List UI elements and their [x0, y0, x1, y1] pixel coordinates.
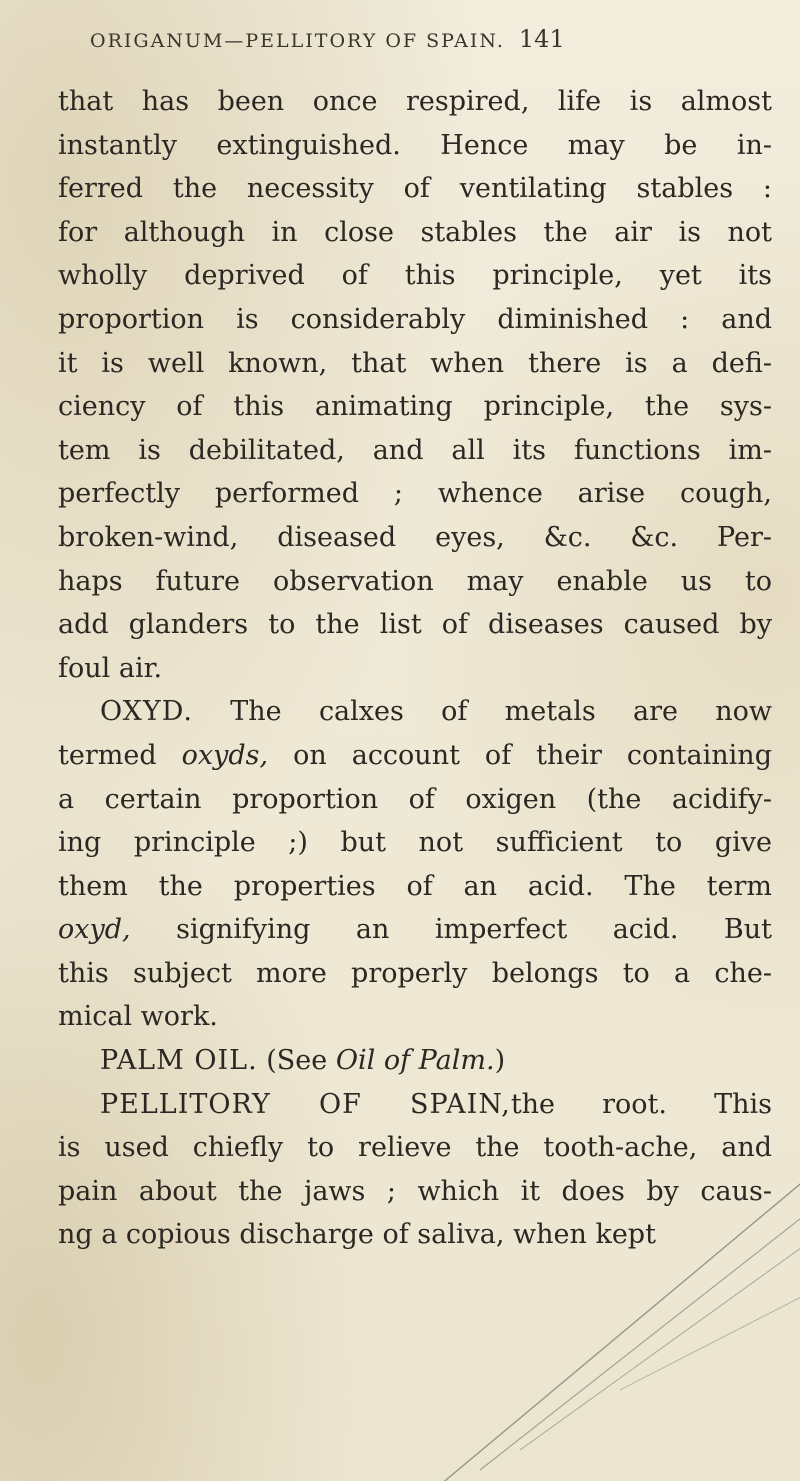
text-span: ) — [494, 1045, 506, 1077]
italic-term: oxyds, — [181, 739, 269, 771]
text-line: pain about the jaws ; which it does by caus- — [58, 1175, 772, 1207]
pencil-stroke — [440, 1180, 800, 1481]
text-line: a certain proportion of oxigen (the acidify- — [58, 783, 772, 815]
text-span: signifying an imperfect acid. But — [176, 914, 772, 946]
text-line: ciency of this animating principle, the sys- — [58, 391, 772, 423]
text-line: perfectly performed ; whence arise cough, — [58, 478, 772, 510]
entry-heading-pellitory: PELLITORY OF SPAIN, — [100, 1088, 511, 1120]
text-line: tem is debilitated, and all its functions im- — [58, 434, 772, 466]
entry-pellitory — [58, 1083, 772, 1127]
entry-oxyd — [58, 690, 772, 734]
text-span: the root. This — [510, 1088, 773, 1120]
pencil-mark — [420, 1150, 800, 1481]
page-number: 141 — [518, 25, 565, 53]
text-line: broken-wind, diseased eyes, &c. &c. Per- — [58, 521, 772, 553]
cross-reference: Oil of Palm. — [335, 1045, 495, 1077]
text-line: that has been once respired, life is almost — [58, 86, 772, 117]
pencil-stroke — [480, 1215, 800, 1470]
text-line: add glanders to the list of diseases caused by — [58, 609, 772, 641]
text-line: proportion is considerably diminished : and — [58, 303, 772, 335]
body-text — [58, 80, 772, 1257]
pencil-stroke — [620, 1295, 800, 1390]
running-header — [90, 25, 770, 53]
text-line: instantly extinguished. Hence may be in- — [58, 129, 772, 161]
text-line — [58, 734, 772, 778]
text-span: termed — [58, 739, 157, 771]
entry-heading-palm-oil: PALM OIL. — [100, 1045, 258, 1077]
text-line: foul air. — [58, 652, 163, 684]
entry-palm-oil — [58, 1039, 772, 1083]
text-line: for although in close stables the air is not — [58, 216, 772, 248]
entry-text: The calxes of metals are now — [230, 696, 772, 728]
pencil-stroke — [520, 1245, 800, 1450]
running-title: ORIGANUM—PELLITORY OF SPAIN. — [90, 30, 505, 52]
text-line: it is well known, that when there is a defi- — [58, 347, 772, 379]
italic-term: oxyd, — [58, 914, 131, 946]
text-line: is used chiefly to relieve the tooth-ache, and — [58, 1132, 772, 1164]
text-line: ing principle ;) but not sufficient to give — [58, 827, 772, 859]
pencil-stroke — [570, 1270, 800, 1420]
text-span: on account of their containing — [293, 739, 772, 771]
text-line: them the properties of an acid. The term — [58, 870, 772, 902]
text-line: ng a copious discharge of saliva, when kept — [58, 1219, 656, 1251]
text-line — [58, 908, 772, 952]
text-line: wholly deprived of this principle, yet its — [58, 260, 772, 292]
text-line: this subject more properly belongs to a che- — [58, 957, 772, 989]
entry-heading-oxyd: OXYD. — [100, 696, 193, 728]
text-span: (See — [266, 1045, 328, 1077]
text-line: ferred the necessity of ventilating stables : — [58, 173, 772, 205]
text-line: haps future observation may enable us to — [58, 565, 772, 597]
text-line: mical work. — [58, 1001, 218, 1033]
